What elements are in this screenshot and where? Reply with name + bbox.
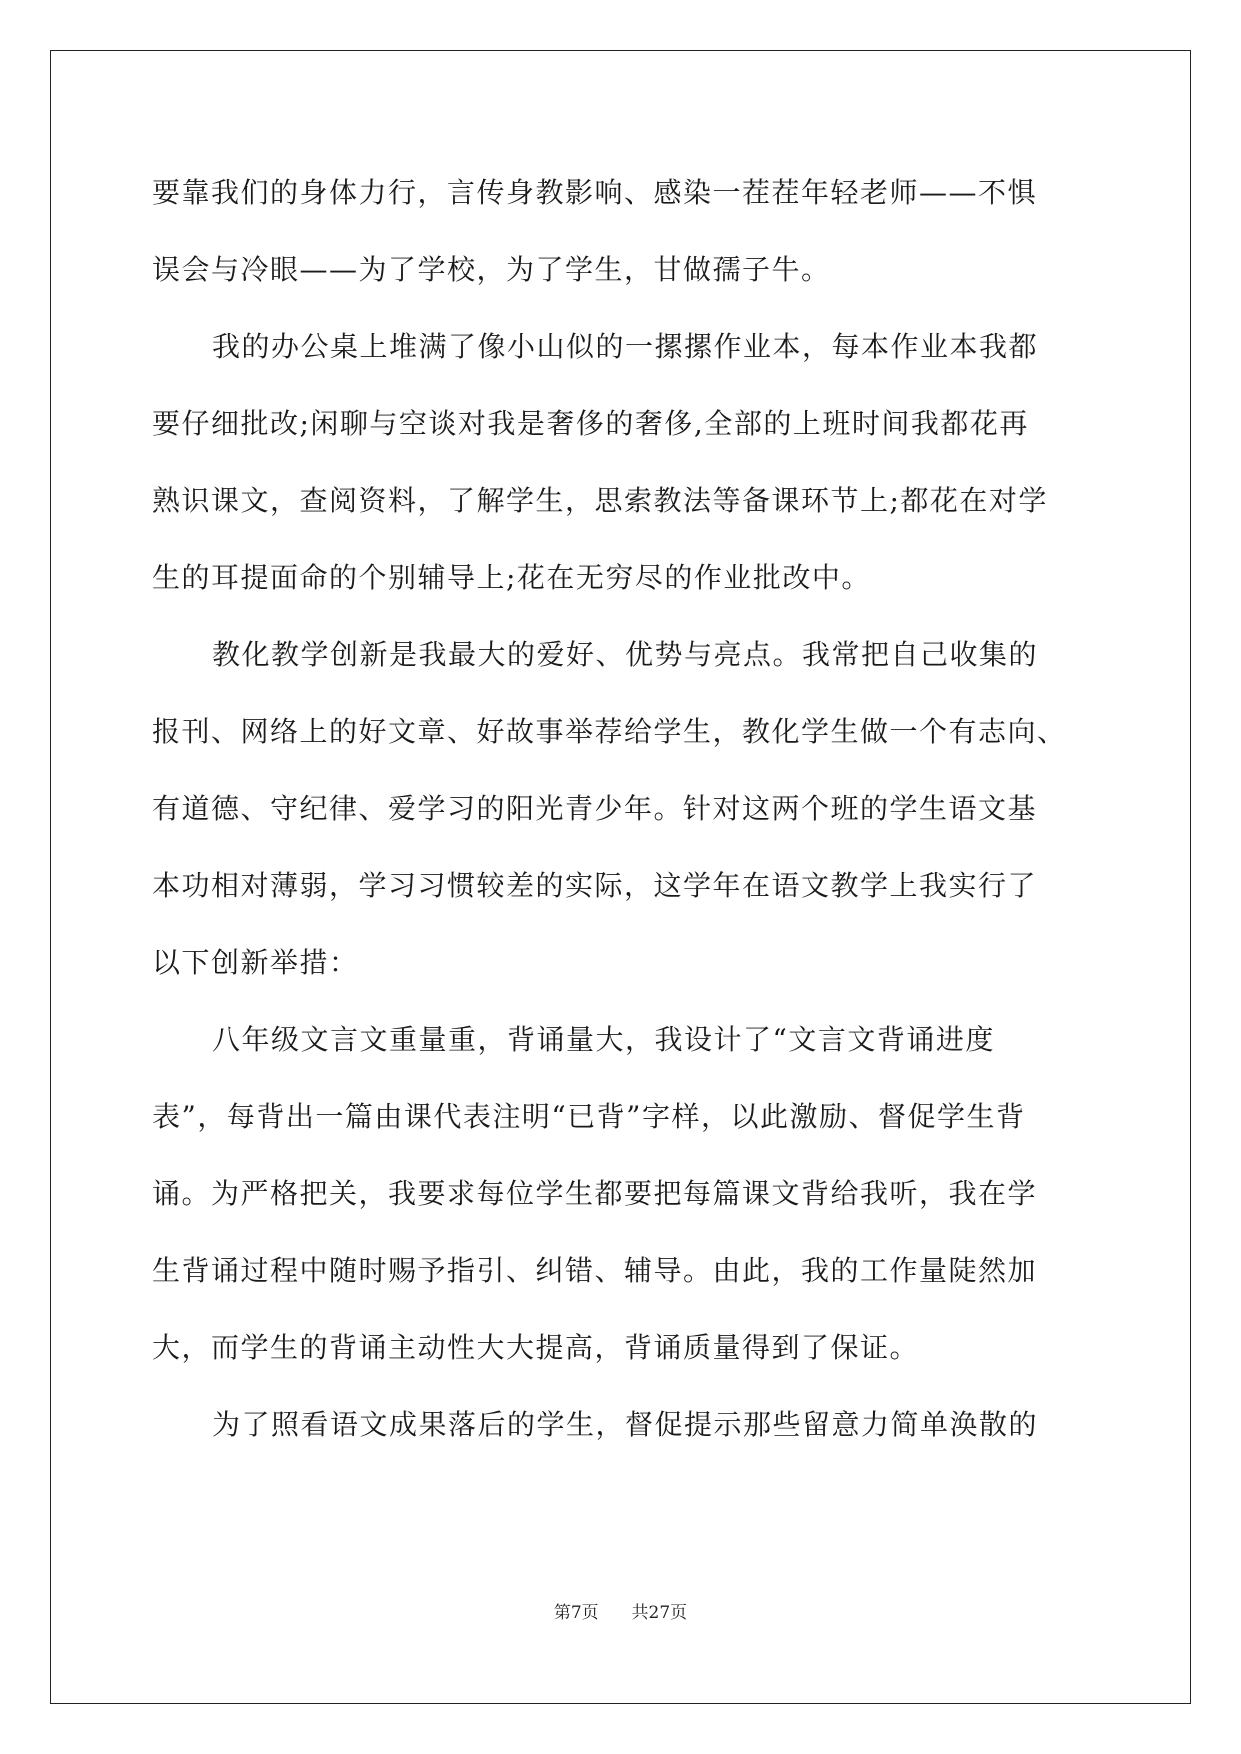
text-line: 大，而学生的背诵主动性大大提高，背诵质量得到了保证。 bbox=[152, 1331, 920, 1364]
paragraph-start-line: 八年级文言文重量重，背诵量大，我设计了“文言文背诵进度 bbox=[212, 1023, 995, 1056]
text-line: 表”，每背出一篇由课代表注明“已背”字样，以此激励、督促学生背 bbox=[152, 1100, 1026, 1133]
text-line: 误会与冷眼——为了学校，为了学生，甘做孺子牛。 bbox=[152, 253, 831, 286]
text-line: 诵。为严格把关，我要求每位学生都要把每篇课文背给我听，我在学 bbox=[152, 1177, 1038, 1210]
page-number-current: 第7页 bbox=[553, 1603, 599, 1623]
page-footer bbox=[0, 1598, 1241, 1623]
paragraph-start-line: 为了照看语文成果落后的学生，督促提示那些留意力简单涣散的 bbox=[212, 1408, 1039, 1441]
text-line: 熟识课文，查阅资料，了解学生，思索教法等备课环节上;都花在对学 bbox=[152, 484, 1048, 517]
text-line: 报刊、网络上的好文章、好故事举荐给学生，教化学生做一个有志向、 bbox=[152, 715, 1067, 748]
text-line: 要靠我们的身体力行，言传身教影响、感染一茬茬年轻老师——不惧 bbox=[152, 176, 1038, 209]
text-line: 有道德、守纪律、爱学习的阳光青少年。针对这两个班的学生语文基 bbox=[152, 792, 1038, 825]
paragraph-start-line: 我的办公桌上堆满了像小山似的一摞摞作业本，每本作业本我都 bbox=[212, 330, 1039, 363]
text-line: 要仔细批改;闲聊与空谈对我是奢侈的奢侈,全部的上班时间我都花再 bbox=[152, 407, 1029, 440]
text-line: 生背诵过程中随时赐予指引、纠错、辅导。由此，我的工作量陡然加 bbox=[152, 1254, 1038, 1287]
page-number-total: 共27页 bbox=[631, 1603, 688, 1623]
document-body bbox=[152, 160, 1092, 1469]
text-line: 生的耳提面命的个别辅导上;花在无穷尽的作业批改中。 bbox=[152, 561, 871, 594]
text-line: 以下创新举措： bbox=[152, 946, 359, 979]
paragraph-start-line: 教化教学创新是我最大的爱好、优势与亮点。我常把自己收集的 bbox=[212, 638, 1039, 671]
text-line: 本功相对薄弱，学习习惯较差的实际，这学年在语文教学上我实行了 bbox=[152, 869, 1038, 902]
